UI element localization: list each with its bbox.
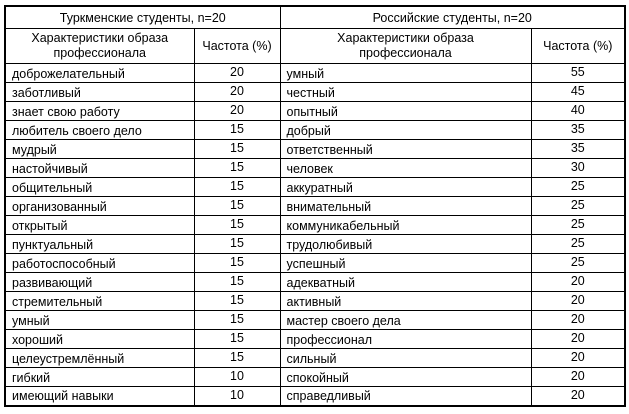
characteristic-cell: умный [5,311,194,330]
characteristic-cell: активный [280,292,531,311]
frequency-cell: 10 [194,387,280,406]
frequency-cell: 20 [194,102,280,121]
right-characteristics-header [280,29,531,64]
characteristic-cell: имеющий навыки [5,387,194,406]
characteristic-cell: организованный [5,197,194,216]
characteristic-cell: адекватный [280,273,531,292]
frequency-cell: 15 [194,311,280,330]
table-row [5,64,625,83]
frequency-cell: 45 [531,83,625,102]
group-title-row [5,6,625,29]
characteristic-cell: профессионал [280,330,531,349]
right-characteristics-header-label: Характеристики образа профессионала [337,31,474,60]
frequency-cell: 20 [531,273,625,292]
characteristic-cell: успешный [280,254,531,273]
table-row [5,140,625,159]
frequency-cell: 15 [194,235,280,254]
table-row [5,387,625,406]
characteristic-cell: гибкий [5,368,194,387]
frequency-cell: 40 [531,102,625,121]
frequency-cell: 15 [194,254,280,273]
characteristic-cell: общительный [5,178,194,197]
frequency-cell: 15 [194,216,280,235]
left-characteristics-header-label: Характеристики образа профессионала [31,31,169,60]
characteristic-cell: пунктуальный [5,235,194,254]
characteristic-cell: настойчивый [5,159,194,178]
characteristic-cell: мудрый [5,140,194,159]
characteristic-cell: добрый [280,121,531,140]
left-group-title: Туркменские студенты, n=20 [5,6,280,29]
frequency-cell: 25 [531,235,625,254]
characteristic-cell: доброжелательный [5,64,194,83]
frequency-cell: 30 [531,159,625,178]
characteristic-cell: человек [280,159,531,178]
table-row [5,254,625,273]
characteristic-cell: ответственный [280,140,531,159]
table-body [5,64,625,406]
characteristic-cell: любитель своего дело [5,121,194,140]
characteristic-cell: мастер своего дела [280,311,531,330]
characteristic-cell: внимательный [280,197,531,216]
frequency-cell: 15 [194,349,280,368]
frequency-cell: 15 [194,330,280,349]
column-header-row [5,29,625,64]
frequency-cell: 20 [531,330,625,349]
characteristic-cell: честный [280,83,531,102]
characteristic-cell: коммуникабельный [280,216,531,235]
frequency-cell: 25 [531,254,625,273]
table-row [5,216,625,235]
frequency-cell: 25 [531,216,625,235]
frequency-cell: 20 [531,387,625,406]
characteristic-cell: аккуратный [280,178,531,197]
frequency-cell: 20 [194,64,280,83]
frequency-cell: 55 [531,64,625,83]
characteristic-cell: знает свою работу [5,102,194,121]
frequency-cell: 15 [194,121,280,140]
frequency-cell: 15 [194,178,280,197]
frequency-cell: 20 [531,292,625,311]
left-characteristics-header [5,29,194,64]
right-group-title: Российские студенты, n=20 [280,6,625,29]
frequency-cell: 15 [194,159,280,178]
frequency-cell: 20 [531,311,625,330]
characteristic-cell: развивающий [5,273,194,292]
frequency-cell: 20 [194,83,280,102]
characteristic-cell: спокойный [280,368,531,387]
left-frequency-header: Частота (%) [194,29,280,64]
table-row [5,121,625,140]
frequency-cell: 35 [531,140,625,159]
characteristic-cell: умный [280,64,531,83]
frequency-cell: 10 [194,368,280,387]
characteristic-cell: трудолюбивый [280,235,531,254]
right-frequency-header: Частота (%) [531,29,625,64]
table-row [5,159,625,178]
frequency-cell: 15 [194,292,280,311]
frequency-cell: 15 [194,197,280,216]
frequency-cell: 15 [194,140,280,159]
table-row [5,368,625,387]
frequency-cell: 20 [531,349,625,368]
table-row [5,178,625,197]
table-row [5,235,625,254]
table-row [5,197,625,216]
characteristic-cell: открытый [5,216,194,235]
table-row [5,273,625,292]
table-row [5,349,625,368]
comparison-table [4,5,626,407]
frequency-cell: 15 [194,273,280,292]
characteristic-cell: сильный [280,349,531,368]
frequency-cell: 25 [531,178,625,197]
characteristic-cell: стремительный [5,292,194,311]
table-row [5,330,625,349]
table-row [5,292,625,311]
table-row [5,311,625,330]
characteristic-cell: хороший [5,330,194,349]
characteristic-cell: справедливый [280,387,531,406]
characteristic-cell: опытный [280,102,531,121]
frequency-cell: 35 [531,121,625,140]
frequency-cell: 20 [531,368,625,387]
frequency-cell: 25 [531,197,625,216]
table-row [5,83,625,102]
characteristic-cell: работоспособный [5,254,194,273]
table-row [5,102,625,121]
characteristic-cell: заботливый [5,83,194,102]
characteristic-cell: целеустремлённый [5,349,194,368]
